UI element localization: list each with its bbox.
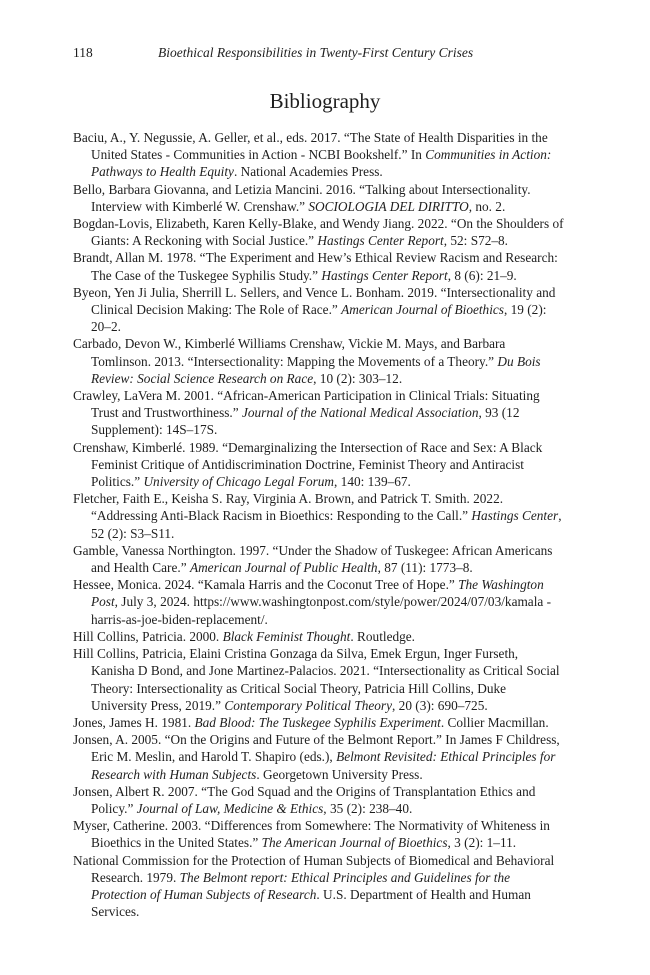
bibliography-entry: Fletcher, Faith E., Keisha S. Ray, Virginia A. Brown, and Patrick T. Smith. 2022. “Addressing Anti-Black Racism in Bioethics: Responding to the Call.” Hastings Center, 52 (2): S3–S11. [73,491,562,541]
bibliography-entry: Byeon, Yen Ji Julia, Sherrill L. Sellers, and Vence L. Bonham. 2019. “Intersectionality and Clinical Decision Making: The Role of Race.” American Journal of Bioethics, 19 (2): 20–2. [73,284,556,335]
bibliography-entry: Hessee, Monica. 2024. “Kamala Harris and the Coconut Tree of Hope.” The Washington Post, July 3, 2024. https://www.washingtonpost.com/style/power/2024/07/03/kamala -harris-as-joe-biden-replacement/. [73,577,552,627]
bibliography-entry: Brandt, Allan M. 1978. “The Experiment and Hew’s Ethical Review Racism and Research: The Case of the Tuskegee Syphilis Study.” Hastings Center Report, 8 (6): 21–9. [73,250,558,283]
page-number: 118 [73,45,93,60]
bibliography-entry: Jonsen, Albert R. 2007. “The God Squad and the Origins of Transplantation Ethics and Policy.” Journal of Law, Medicine & Ethics, 35 (2): 238–40. [73,783,536,816]
bibliography-entry: Jones, James H. 1981. Bad Blood: The Tuskegee Syphilis Experiment. Collier Macmillan. [73,714,549,730]
bibliography-entry: Hill Collins, Patricia, Elaini Cristina Gonzaga da Silva, Emek Ergun, Inger Furseth, Kanisha D Bond, and Jone Martinez-Palacios. 2021. “Intersectionality as Critical Social Theory: Intersectionality as Critical Social Theory, Patricia Hill Collins, Duke University Press, 2019.” Contemporary Political Theory, 20 (3): 690–725. [73,646,560,713]
bibliography-entry: Crawley, LaVera M. 2001. “African-American Participation in Clinical Trials: Situating Trust and Trustworthiness.” Journal of the National Medical Association, 93 (12 Supplement): 14S–17S. [73,388,540,438]
bibliography-entry: Carbado, Devon W., Kimberlé Williams Crenshaw, Vickie M. Mays, and Barbara Tomlinson. 2013. “Intersectionality: Mapping the Movements of a Theory.” Du Bois Review: Social Science Research on Race, 10 (2): 303–12. [73,336,541,386]
running-title: Bioethical Responsibilities in Twenty-First Century Crises [158,45,474,60]
bibliography-entry: Bogdan-Lovis, Elizabeth, Karen Kelly-Blake, and Wendy Jiang. 2022. “On the Shoulders of Giants: A Reckoning with Social Justice.” Hastings Center Report, 52: S72–8. [73,216,564,249]
bibliography-list [73,129,565,920]
bibliography-entry: Crenshaw, Kimberlé. 1989. “Demarginalizing the Intersection of Race and Sex: A Black Feminist Critique of Antidiscrimination Doctrine, Feminist Theory and Antiracist Politics.” University of Chicago Legal Forum, 140: 139–67. [73,439,543,490]
bibliography-entry: National Commission for the Protection of Human Subjects of Biomedical and Behavioral Research. 1979. The Belmont report: Ethical Principles and Guidelines for the Protection of Human Subjects of Research. U.S. Department of Health and Human Services. [73,852,555,920]
bibliography-entry: Baciu, A., Y. Negussie, A. Geller, et al., eds. 2017. “The State of Health Disparities in the United States - Communities in Action - NCBI Bookshelf.” In Communities in Action: Pathways to Health Equity. National Academies Press. [73,130,552,180]
bibliography-entry: Gamble, Vanessa Northington. 1997. “Under the Shadow of Tuskegee: African Americans and Health Care.” American Journal of Public Health, 87 (11): 1773–8. [73,542,553,576]
bibliography-entry: Jonsen, A. 2005. “On the Origins and Future of the Belmont Report.” In James F Childress, Eric M. Meslin, and Harold T. Shapiro (eds.), Belmont Revisited: Ethical Principles for Research with Human Subjects. Georgetown University Press. [73,732,560,782]
bibliography-entry: Myser, Catherine. 2003. “Differences from Somewhere: The Normativity of Whiteness in Bioethics in the United States.” The American Journal of Bioethics, 3 (2): 1–11. [73,818,550,851]
section-heading: Bibliography [269,89,381,113]
running-header [73,45,563,65]
bibliography-entry: Bello, Barbara Giovanna, and Letizia Mancini. 2016. “Talking about Intersectionality. Interview with Kimberlé W. Crenshaw.” SOCIOLOGIA DEL DIRITTO, no. 2. [73,181,531,214]
bibliography-entry: Hill Collins, Patricia. 2000. Black Feminist Thought. Routledge. [73,628,416,644]
